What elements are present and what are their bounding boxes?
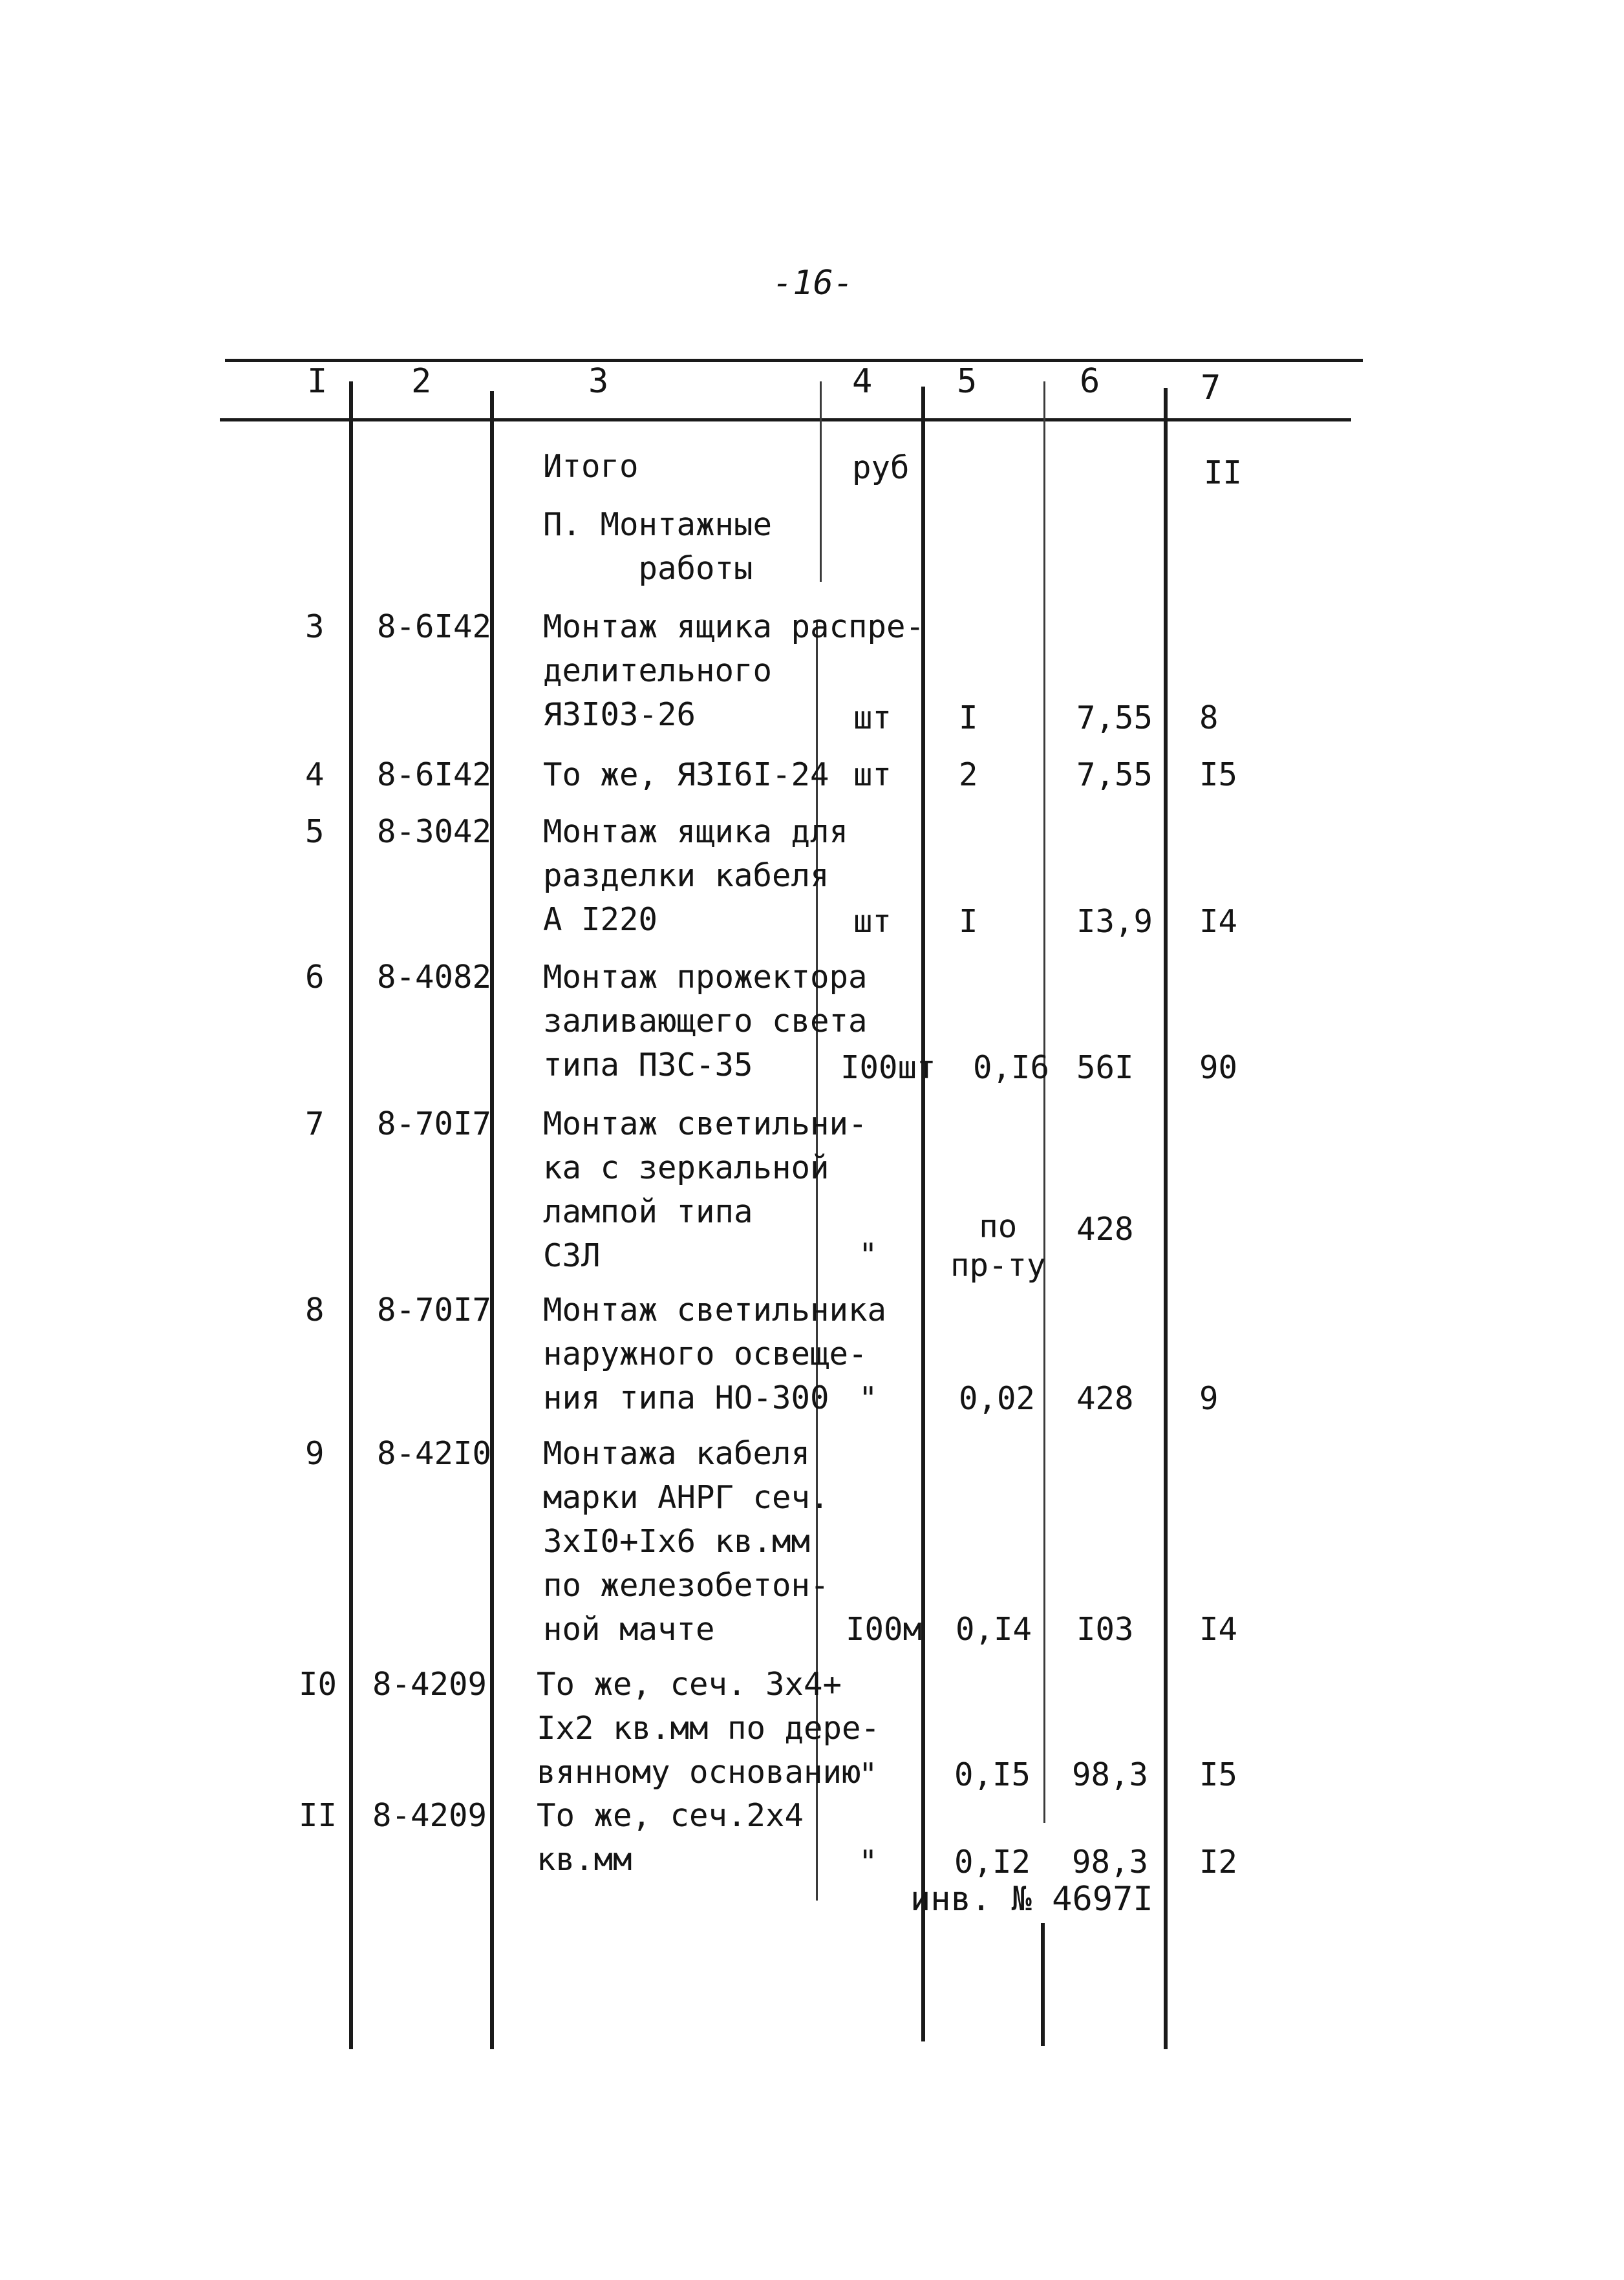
row-3-num: 3: [305, 608, 325, 645]
column-divider-3-upper: [820, 381, 822, 582]
column-divider-1: [349, 381, 353, 2049]
row-total-total: II: [1204, 454, 1243, 491]
row-6-total: 90: [1199, 1049, 1238, 1086]
row-4-code: 8-6I42: [377, 756, 492, 793]
column-divider-5-lower: [1041, 1923, 1045, 2046]
row-9-unit: I00м: [846, 1611, 923, 1648]
row-11-qty: 0,I2: [954, 1844, 1031, 1880]
row-9-qty: 0,I4: [956, 1611, 1032, 1648]
row-10-num: I0: [299, 1666, 337, 1703]
row-9-num: 9: [305, 1435, 325, 1472]
row-11-num: II: [299, 1797, 337, 1834]
row-5-qty: I: [959, 903, 978, 940]
row-7-qty: по пр-ту: [950, 1208, 1046, 1284]
section-heading: П. Монтажные работы: [543, 506, 773, 587]
row-6-num: 6: [305, 959, 325, 996]
row-total-unit: руб: [852, 449, 910, 486]
row-11-unit: ": [859, 1844, 878, 1880]
row-6-desc: Монтаж прожектора заливающего света типа ПЗС-35: [543, 959, 868, 1083]
row-8-num: 8: [305, 1292, 325, 1328]
row-10-unit: ": [859, 1756, 878, 1793]
row-3-qty: I: [959, 699, 978, 736]
row-8-desc: Монтаж светильника наружного освеще- ния типа НО-300: [543, 1292, 887, 1416]
row-8-total: 9: [1199, 1380, 1219, 1417]
row-10-price: 98,3: [1072, 1756, 1149, 1793]
row-11-total: I2: [1199, 1844, 1238, 1880]
row-8-price: 428: [1076, 1380, 1134, 1417]
row-9-price: I03: [1076, 1611, 1134, 1648]
row-9-total: I4: [1199, 1611, 1238, 1648]
row-7-price: 428: [1076, 1211, 1134, 1248]
header-col-5: 5: [957, 362, 978, 401]
column-divider-6: [1164, 388, 1168, 2049]
row-6-qty: 0,I6: [973, 1049, 1050, 1086]
row-4-qty: 2: [959, 756, 978, 793]
column-divider-5-upper: [1043, 381, 1045, 1823]
row-total-desc: Итого: [543, 448, 639, 485]
row-11-code: 8-4209: [372, 1797, 487, 1834]
row-10-code: 8-4209: [372, 1666, 487, 1703]
row-7-code: 8-70I7: [377, 1105, 492, 1142]
row-5-unit: шт: [853, 903, 892, 940]
row-7-unit: ": [859, 1237, 878, 1273]
header-col-1: I: [307, 362, 328, 401]
header-col-2: 2: [411, 362, 432, 401]
row-4-num: 4: [305, 756, 325, 793]
row-5-total: I4: [1199, 903, 1238, 940]
table-top-rule: [225, 359, 1363, 362]
row-5-num: 5: [305, 813, 325, 850]
row-10-desc: То же, сеч. 3х4+ Iх2 кв.мм по дере- вянному основанию: [537, 1666, 881, 1791]
row-11-desc: То же, сеч.2х4 кв.мм: [537, 1797, 804, 1878]
row-8-qty: 0,02: [959, 1380, 1036, 1417]
row-4-desc: То же, Я3I6I-24: [543, 756, 829, 793]
row-10-qty: 0,I5: [954, 1756, 1031, 1793]
page-number: -16-: [773, 264, 854, 303]
row-5-price: I3,9: [1076, 903, 1153, 940]
row-7-desc: Монтаж светильни- ка с зеркальной лампой типа СЗЛ: [543, 1105, 868, 1274]
row-9-code: 8-42I0: [377, 1435, 492, 1472]
row-3-unit: шт: [853, 699, 892, 736]
row-6-price: 56I: [1076, 1049, 1134, 1086]
row-5-desc: Монтаж ящика для разделки кабеля А I220: [543, 813, 849, 938]
header-bottom-rule: [220, 418, 1351, 421]
header-col-4: 4: [852, 362, 873, 401]
row-11-price: 98,3: [1072, 1844, 1149, 1880]
row-6-unit: I00шт: [840, 1049, 936, 1086]
row-8-unit: ": [859, 1380, 878, 1417]
inventory-number: инв. № 4697I: [910, 1880, 1153, 1919]
row-3-code: 8-6I42: [377, 608, 492, 645]
header-col-3: 3: [588, 362, 609, 401]
row-5-code: 8-3042: [377, 813, 492, 850]
row-4-total: I5: [1199, 756, 1238, 793]
row-3-price: 7,55: [1076, 699, 1153, 736]
header-col-6: 6: [1080, 362, 1100, 401]
row-9-desc: Монтажа кабеля марки АНРГ сеч. 3хI0+Iх6 кв.мм по железобетон- ной мачте: [543, 1435, 829, 1648]
row-6-code: 8-4082: [377, 959, 492, 996]
row-10-total: I5: [1199, 1756, 1238, 1793]
row-4-unit: шт: [853, 756, 892, 793]
row-4-price: 7,55: [1076, 756, 1153, 793]
header-col-7: 7: [1201, 368, 1221, 407]
row-3-total: 8: [1199, 699, 1219, 736]
row-8-code: 8-70I7: [377, 1292, 492, 1328]
row-3-desc: Монтаж ящика распре- делительного Я3I03-26: [543, 608, 925, 733]
row-7-num: 7: [305, 1105, 325, 1142]
